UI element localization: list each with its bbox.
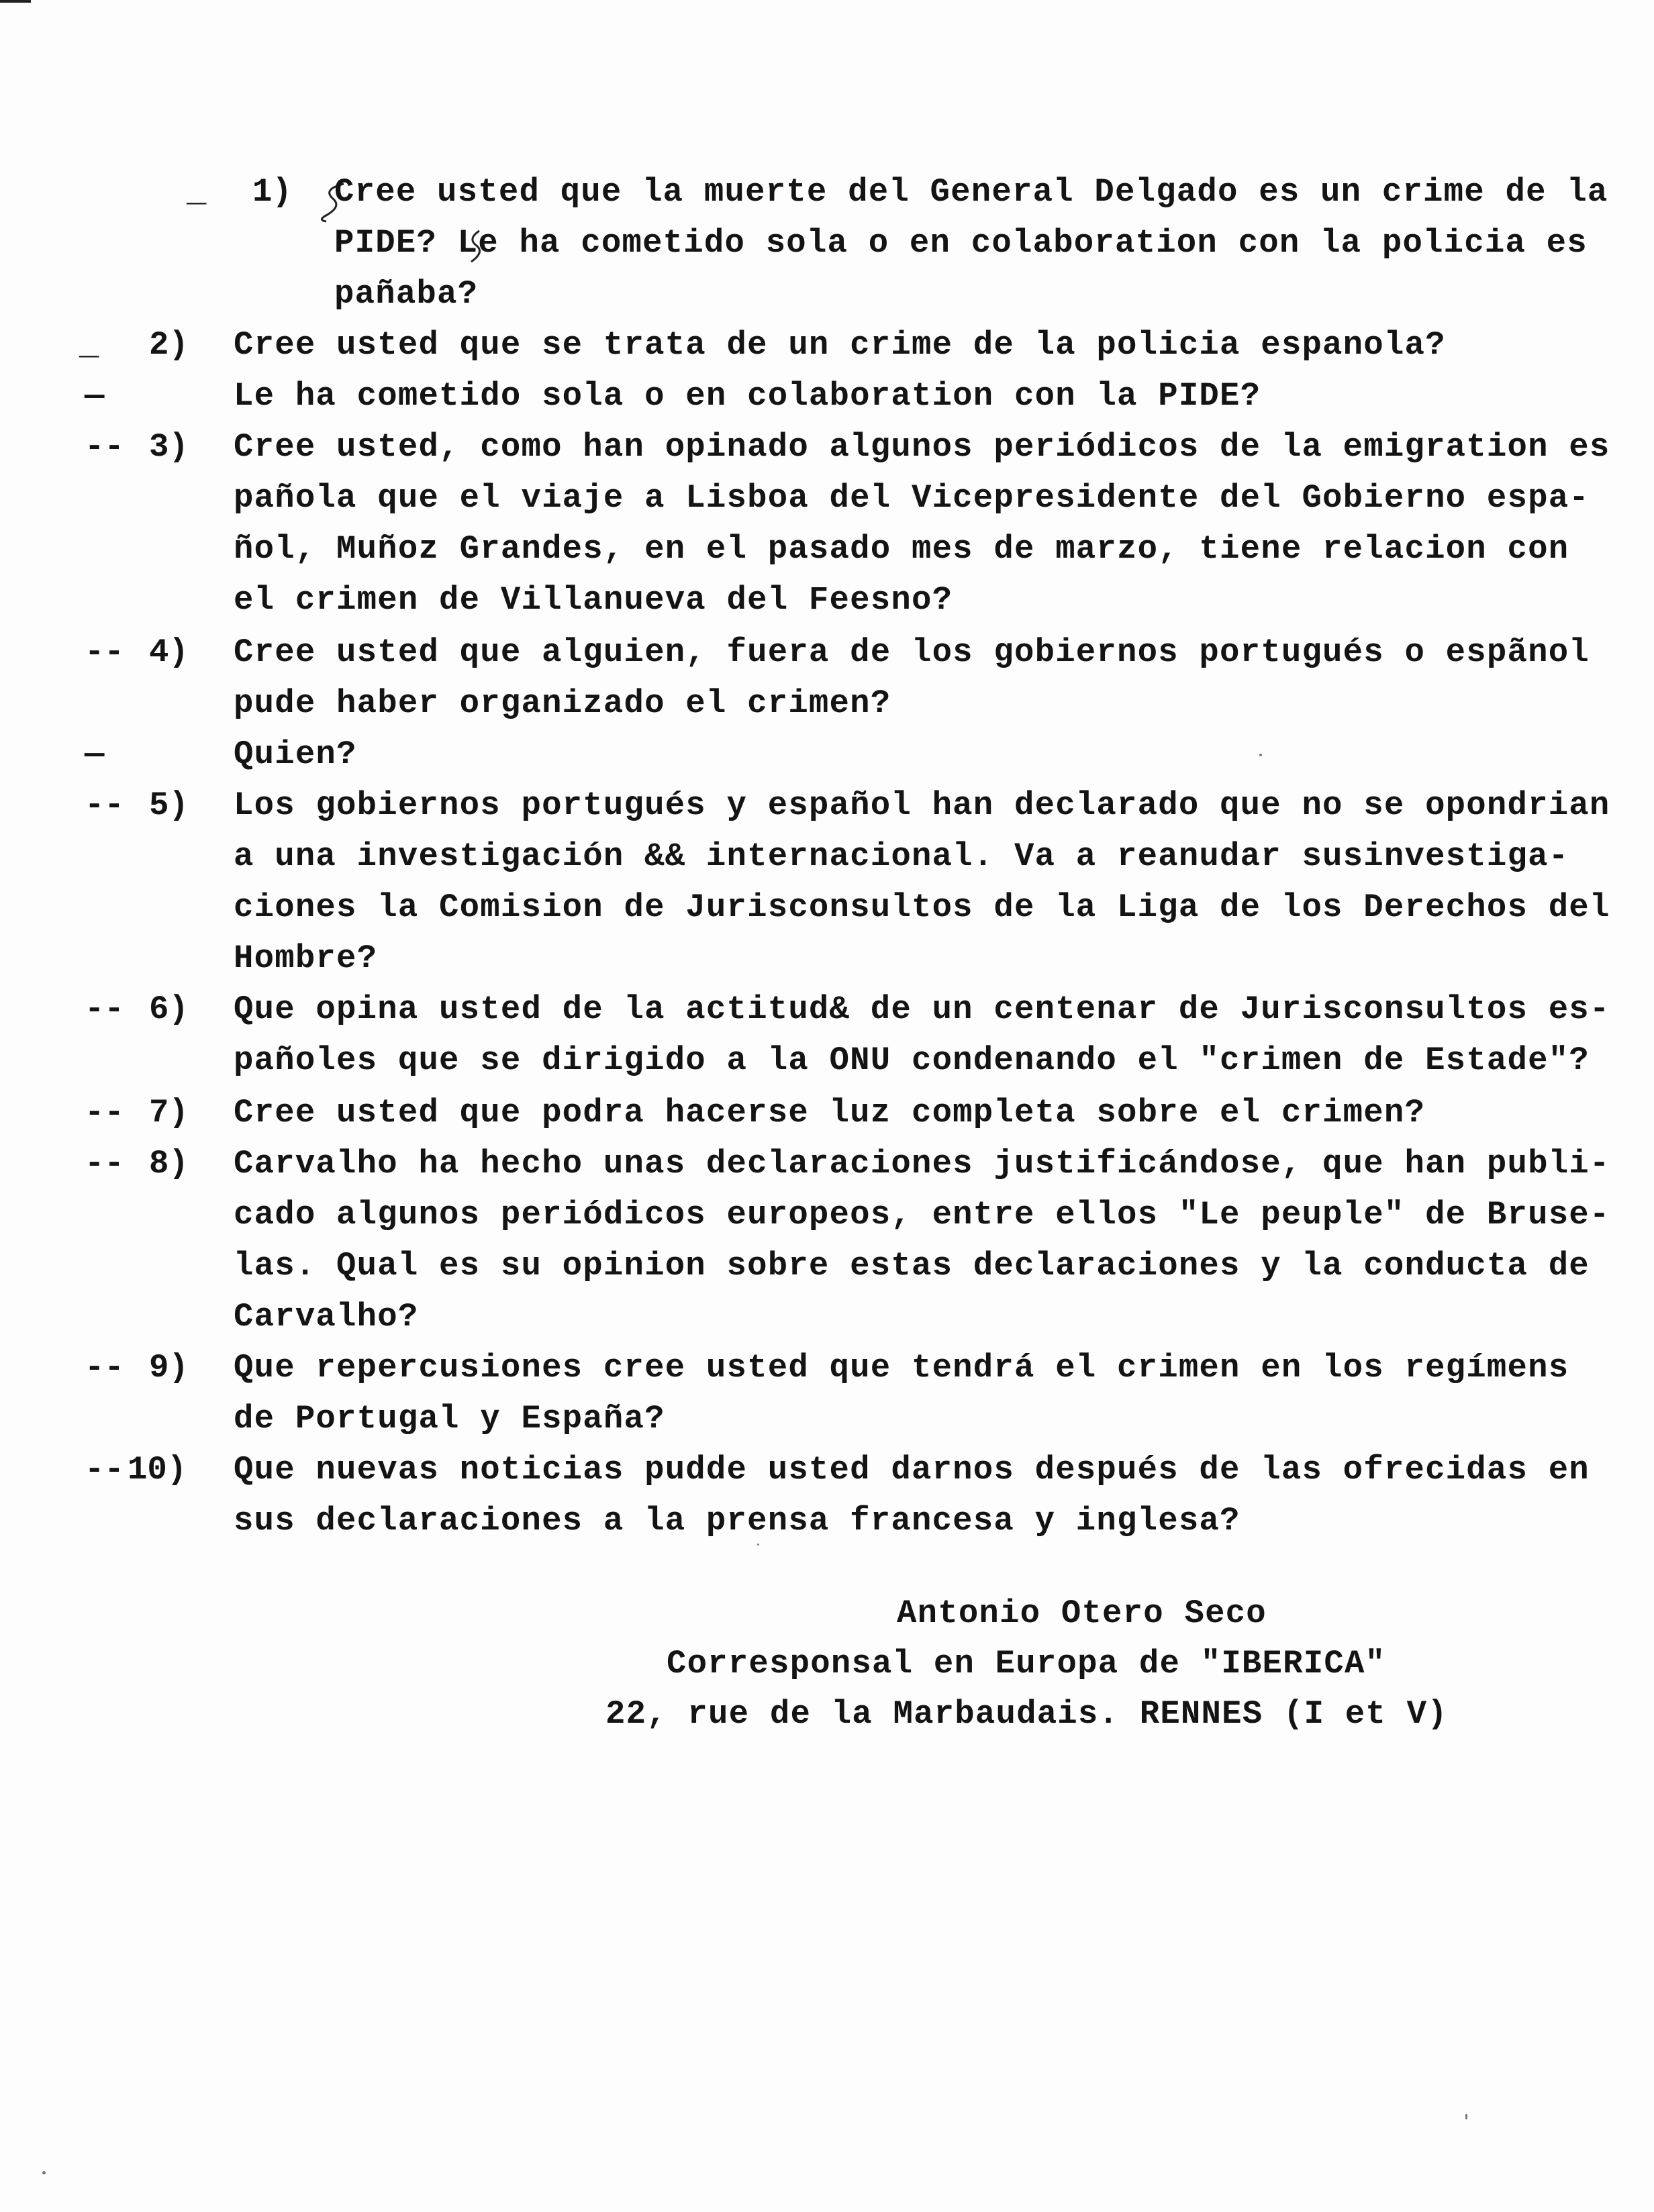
question-margin-mark: -- <box>85 1094 124 1132</box>
question-text-line: pañoles que se dirigido a la ONU condenando el "crimen de Estade"? <box>234 1042 1590 1079</box>
question-text-line: Cree usted que la muerte del General Delgado es un crime de la <box>334 173 1608 211</box>
question-text-line: Le ha cometido sola o en colaboration con la PIDE? <box>234 377 1261 415</box>
scan-speck <box>1465 2114 1467 2119</box>
question-margin-mark: -- <box>85 991 124 1028</box>
question-number: 8) <box>149 1145 189 1183</box>
question-number: 10) <box>128 1451 187 1489</box>
question-margin-mark: -- <box>85 1451 124 1489</box>
question-number: 5) <box>149 787 189 824</box>
question-margin-mark: -- <box>85 1349 124 1387</box>
signature-name: Antonio Otero Seco <box>897 1595 1267 1632</box>
question-text-line: Los gobiernos portugués y español han declarado que no se opondrian <box>234 787 1610 824</box>
question-text-line: cado algunos periódicos europeos, entre ellos "Le peuple" de Bruse- <box>234 1196 1610 1234</box>
question-text-line: sus declaraciones a la prensa francesa y inglesa? <box>234 1502 1240 1540</box>
question-number: 6) <box>149 991 189 1028</box>
question-text-line: Cree usted que podra hacerse luz completa sobre el crimen? <box>234 1094 1426 1132</box>
question-text-line: Carvalho ha hecho unas declaraciones justificándose, que han publi- <box>234 1145 1610 1183</box>
question-margin-mark: -- <box>85 787 124 824</box>
question-text-line: de Portugal y España? <box>234 1400 665 1438</box>
corner-mark <box>0 0 31 3</box>
question-margin-mark: — <box>85 377 105 415</box>
question-number: 4) <box>149 634 189 671</box>
question-text-line: ciones la Comision de Jurisconsultos de la Liga de los Derechos del <box>234 889 1610 926</box>
scan-speck <box>757 1544 759 1546</box>
question-margin-mark: -- <box>85 634 124 671</box>
question-text-line: Hombre? <box>234 940 378 977</box>
question-text-line: Que repercusiones cree usted que tendrá el crimen en los regímens <box>234 1349 1569 1387</box>
question-text-line: Cree usted, como han opinado algunos periódicos de la emigration es <box>234 428 1610 466</box>
question-margin-mark: — <box>85 736 105 773</box>
question-margin-mark: -- <box>85 428 124 466</box>
question-text-line: Que nuevas noticias pudde usted darnos después de las ofrecidas en <box>234 1451 1590 1489</box>
question-number: 1) <box>252 173 292 211</box>
question-text-line: Cree usted que alguien, fuera de los gobiernos portugués o espãnol <box>234 634 1590 671</box>
question-text-line: a una investigación && internacional. Va a reanudar susinvestiga- <box>234 838 1569 875</box>
question-text-line: Quien? <box>234 736 357 773</box>
question-text-line: el crimen de Villanueva del Feesno? <box>234 581 953 619</box>
question-text-line: Cree usted que se trata de un crime de la policia espanola? <box>234 326 1446 364</box>
question-margin-mark: -- <box>85 1145 124 1183</box>
scan-speck <box>42 2171 46 2174</box>
question-text-line: pañaba? <box>334 275 479 313</box>
question-number: 2) <box>149 326 189 364</box>
question-margin-mark: _ <box>79 326 99 364</box>
question-text-line: Carvalho? <box>234 1298 419 1336</box>
scan-speck <box>1259 754 1262 756</box>
question-margin-mark: _ <box>187 173 207 211</box>
question-number: 7) <box>149 1094 189 1132</box>
question-text-line: ñol, Muñoz Grandes, en el pasado mes de marzo, tiene relacion con <box>234 530 1569 568</box>
question-text-line: las. Qual es su opinion sobre estas declaraciones y la conducta de <box>234 1247 1590 1285</box>
question-text-line: Que opina usted de la actitud& de un centenar de Jurisconsultos es- <box>234 991 1610 1028</box>
question-number: 3) <box>149 428 189 466</box>
signature-address: 22, rue de la Marbaudais. RENNES (I et V) <box>605 1695 1448 1733</box>
question-text-line: PIDE? Le ha cometido sola o en colaboration con la policia es <box>334 224 1588 262</box>
question-number: 9) <box>149 1349 189 1387</box>
question-text-line: pañola que el viaje a Lisboa del Vicepresidente del Gobierno espa- <box>234 479 1590 517</box>
signature-role: Corresponsal en Europa de "IBERICA" <box>667 1645 1386 1682</box>
question-text-line: pude haber organizado el crimen? <box>234 685 891 722</box>
